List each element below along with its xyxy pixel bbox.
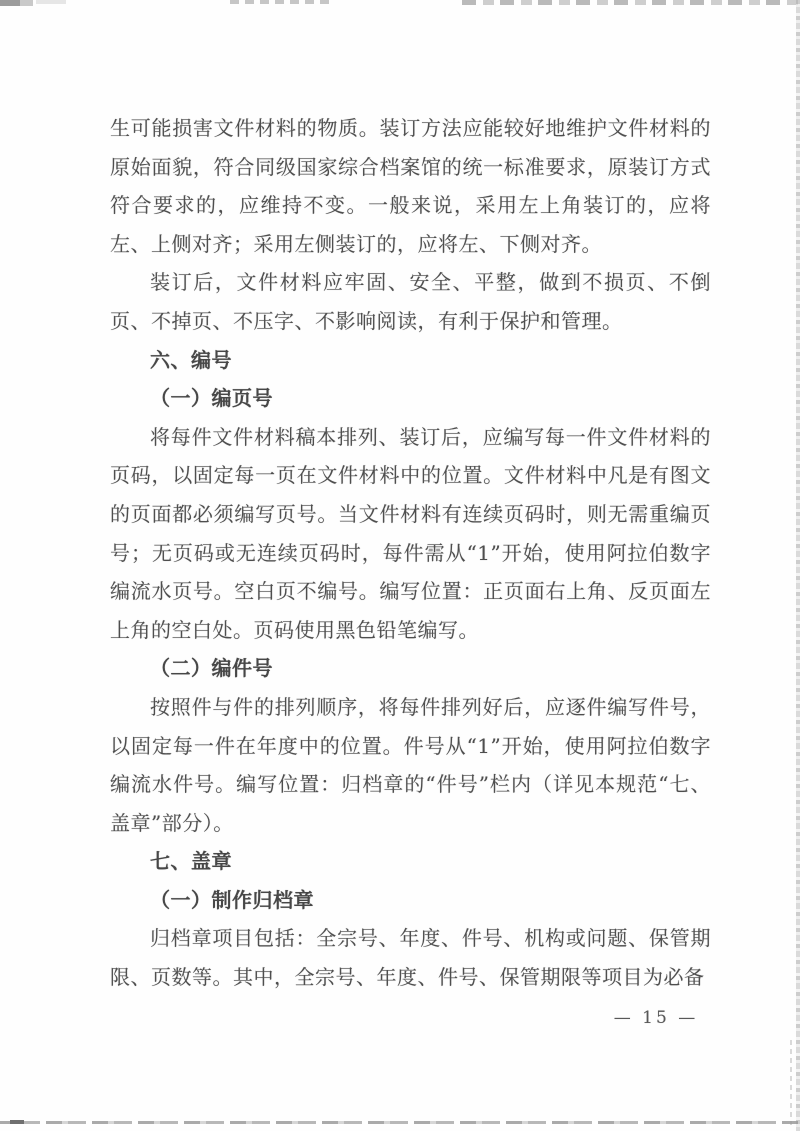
scan-artifact-top-left-corner bbox=[0, 0, 33, 6]
document-body bbox=[110, 109, 711, 997]
scan-artifact-bottom-edge-line bbox=[0, 1121, 800, 1124]
scan-artifact-right-inner-line bbox=[790, 1040, 792, 1125]
scan-artifact-bottom-dark-mark bbox=[10, 1120, 24, 1124]
paragraph-item-numbering-rules: 按照件与件的排列顺序，将每件排列好后，应逐件编写件号，以固定每一件在年度中的位置。件号从“1”开始，使用阿拉伯数字编流水件号。编写位置：归档章的“件号”栏内（详见本规范“七、盖章”部分）。 bbox=[110, 694, 711, 835]
page-number: — 15 — bbox=[613, 1008, 699, 1028]
subsection-heading-item-numbering: （二）编件号 bbox=[150, 656, 273, 681]
scan-artifact-top-edge-dashes bbox=[462, 0, 800, 5]
paragraph-binding-method: 生可能损害文件材料的物质。装订方法应能较好地维护文件材料的原始面貌，符合同级国家综合档案馆的统一标准要求，原装订方式符合要求的，应维持不变。一般来说，采用左上角装订的，应将左、上侧对齐；采用左侧装订的，应将左、下侧对齐。 bbox=[110, 116, 711, 256]
scan-artifact-top-edge-dashes bbox=[230, 0, 335, 4]
subsection-heading-archive-stamp: （一）制作归档章 bbox=[150, 887, 314, 912]
paragraph-archive-stamp-items: 归档章项目包括：全宗号、年度、件号、机构或问题、保管期限、页数等。其中，全宗号、年度、件号、保管期限等项目为必备 bbox=[110, 926, 711, 990]
scan-artifact-top-left-extension bbox=[36, 0, 66, 4]
section-heading-stamping: 七、盖章 bbox=[150, 849, 232, 874]
paragraph-page-numbering-rules: 将每件文件材料稿本排列、装订后，应编写每一件文件材料的页码，以固定每一页在文件材料中的位置。文件材料中凡是有图文的页面都必须编写页号。当文件材料有连续页码时，则无需重编页号；无页码或无连续页码时，每件需从“1”开始，使用阿拉伯数字编流水页号。空白页不编号。编写位置：正页面右上角、反页面左上角的空白处。页码使用黑色铅笔编写。 bbox=[110, 424, 711, 642]
scan-artifact-right-edge-strip bbox=[796, 0, 800, 1131]
paragraph-binding-result: 装订后，文件材料应牢固、安全、平整，做到不损页、不倒页、不掉页、不压字、不影响阅读，有利于保护和管理。 bbox=[110, 270, 711, 333]
section-heading-numbering: 六、编号 bbox=[150, 347, 232, 372]
subsection-heading-page-numbering: （一）编页号 bbox=[150, 386, 273, 411]
